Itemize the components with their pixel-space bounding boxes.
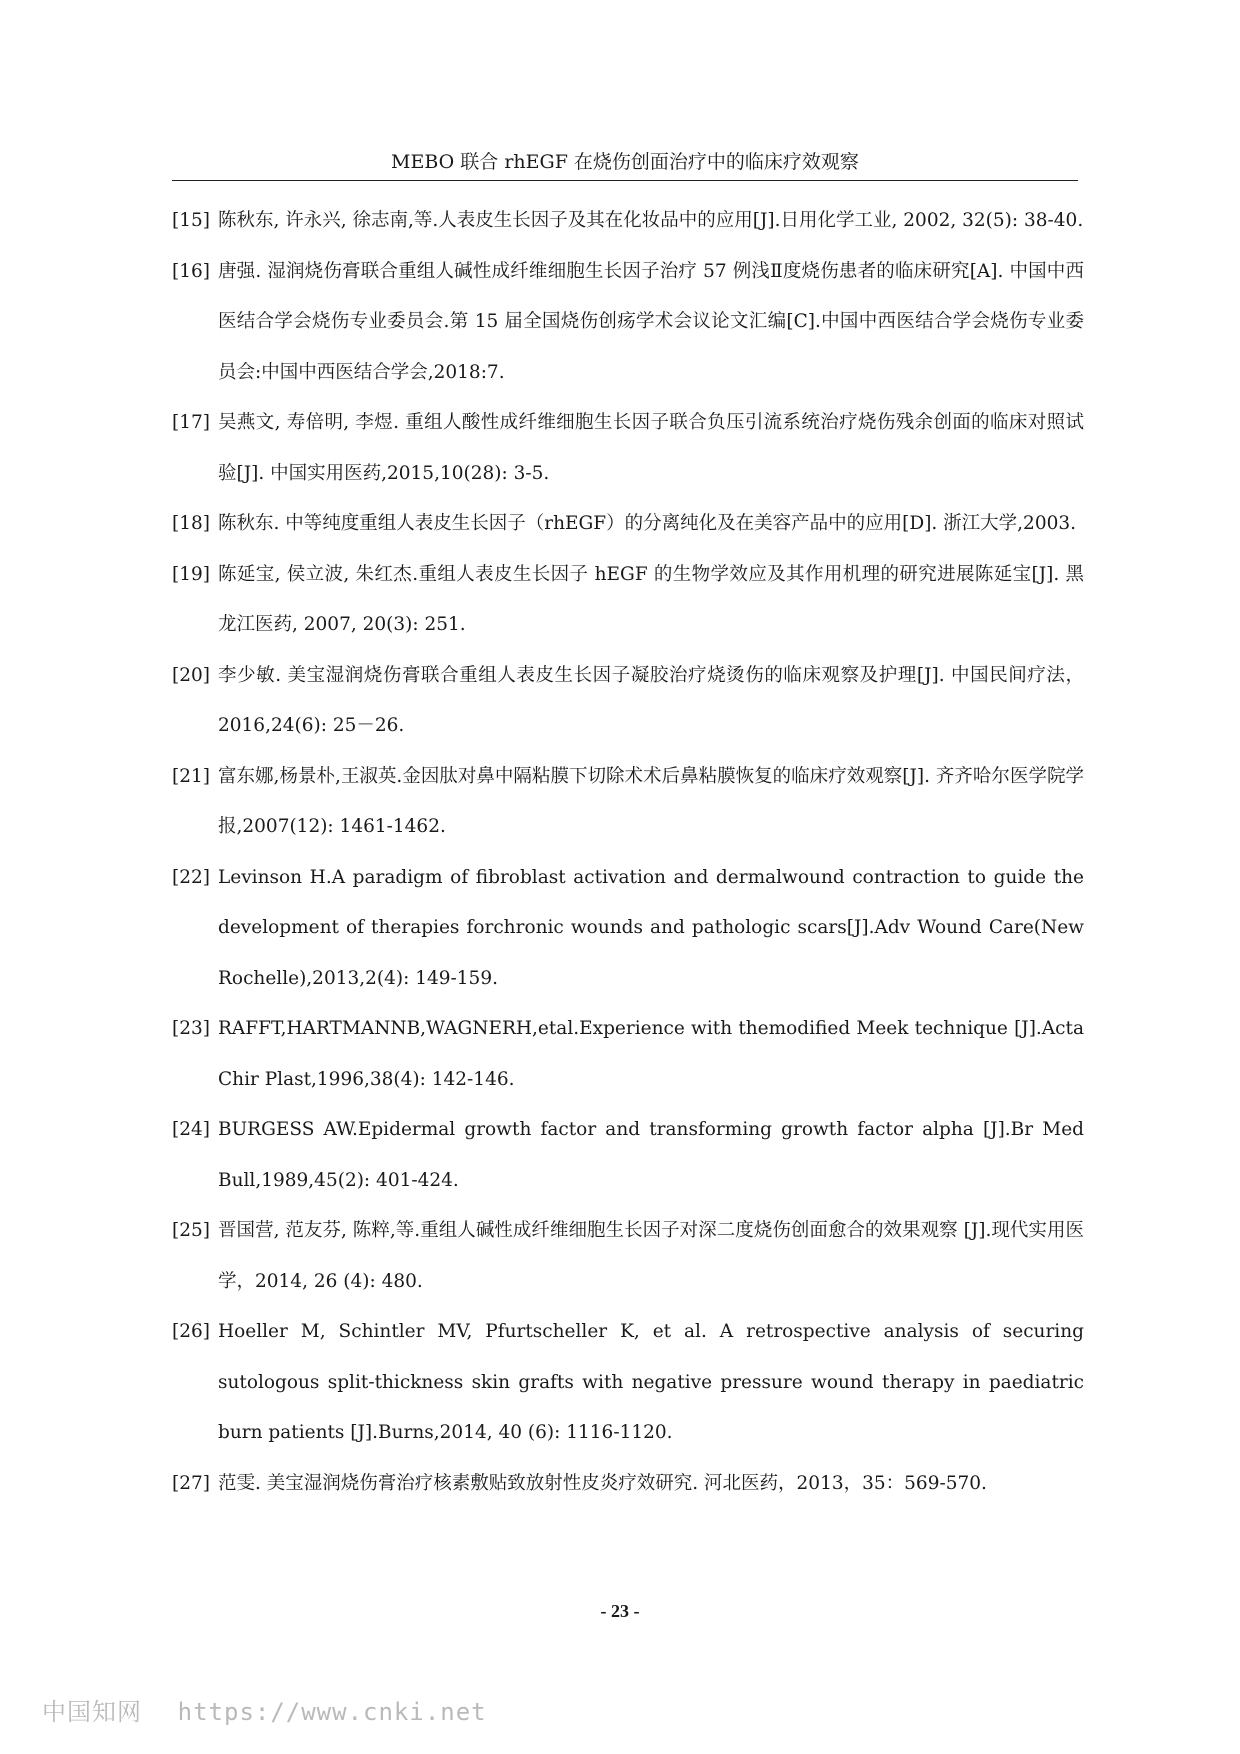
running-header: MEBO 联合 rhEGF 在烧伤创面治疗中的临床疗效观察 bbox=[391, 151, 859, 173]
reference-text: 晋国营, 范友芬, 陈粹,等.重组人碱性成纤维细胞生长因子对深二度烧伤创面愈合的效果观察 [J].现代实用医学，2014, 26 (4): 480. bbox=[218, 1220, 1084, 1292]
reference-text: BURGESS AW.Epidermal growth factor and transforming growth factor alpha [J].Br Med Bull,1989,45(2): 401-424. bbox=[218, 1119, 1084, 1191]
reference-number: [19] bbox=[172, 563, 210, 585]
reference-text: Hoeller M, Schintler MV, Pfurtscheller K, et al. A retrospective analysis of securing sutologous split-thickness skin grafts with negative pressure wound therapy in paediatric burn patients [J].Burns,2014, 40 (6): 1116-1120. bbox=[218, 1321, 1084, 1443]
reference-text: 陈秋东. 中等纯度重组人表皮生长因子（rhEGF）的分离纯化及在美容产品中的应用[D]. 浙江大学,2003. bbox=[218, 513, 1077, 534]
reference-text: Levinson H.A paradigm of fibroblast activation and dermalwound contraction to guide the development of therapies forchronic wounds and pathologic scars[J].Adv Wound Care(New Rochelle),2013,2(4): 149-159. bbox=[218, 866, 1084, 989]
watermark-brand: 中国知网 bbox=[42, 1698, 142, 1726]
reference-text: RAFFT,HARTMANNB,WAGNERH,etal.Experience with themodified Meek technique [J].Acta Chir Plast,1996,38(4): 142-146. bbox=[218, 1018, 1084, 1090]
watermark-url[interactable]: https://www.cnki.net bbox=[177, 1698, 487, 1726]
header-divider bbox=[172, 180, 1078, 181]
reference-number: [20] bbox=[172, 664, 210, 686]
reference-number: [26] bbox=[172, 1321, 210, 1342]
reference-item bbox=[172, 1004, 1084, 1105]
reference-item bbox=[172, 550, 1084, 651]
reference-number: [17] bbox=[172, 412, 210, 433]
reference-number: [24] bbox=[172, 1119, 210, 1140]
reference-list bbox=[172, 196, 1084, 1509]
reference-item bbox=[172, 1206, 1084, 1307]
reference-number: [16] bbox=[172, 260, 210, 282]
reference-item bbox=[172, 651, 1084, 752]
page-number: - 23 - bbox=[600, 1601, 640, 1621]
reference-item bbox=[172, 196, 1084, 247]
reference-text: 唐强. 湿润烧伤膏联合重组人碱性成纤维细胞生长因子治疗 57 例浅Ⅱ度烧伤患者的临床研究[A]. 中国中西医结合学会烧伤专业委员会.第 15 届全国烧伤创疡学术会议论文汇编[C].中国中西医结合学会烧伤专业委员会:中国中西医结合学会,2018:7. bbox=[218, 260, 1084, 383]
reference-item bbox=[172, 499, 1084, 550]
reference-item bbox=[172, 1307, 1084, 1459]
reference-item bbox=[172, 752, 1084, 853]
reference-number: [23] bbox=[172, 1018, 210, 1039]
reference-text: 吴燕文, 寿倍明, 李煜. 重组人酸性成纤维细胞生长因子联合负压引流系统治疗烧伤残余创面的临床对照试验[J]. 中国实用医药,2015,10(28): 3-5. bbox=[218, 412, 1084, 484]
reference-number: [21] bbox=[172, 765, 210, 787]
reference-number: [27] bbox=[172, 1472, 210, 1494]
reference-item bbox=[172, 853, 1084, 1005]
reference-text: 李少敏. 美宝湿润烧伤膏联合重组人表皮生长因子凝胶治疗烧烫伤的临床观察及护理[J]. 中国民间疗法，2016,24(6): 25－26. bbox=[218, 664, 1084, 736]
reference-text: 范雯. 美宝湿润烧伤膏治疗核素敷贴致放射性皮炎疗效研究. 河北医药，2013，35：569-570. bbox=[218, 1472, 987, 1494]
reference-item bbox=[172, 1459, 1084, 1510]
reference-text: 陈延宝, 侯立波, 朱红杰.重组人表皮生长因子 hEGF 的生物学效应及其作用机理的研究进展陈延宝[J]. 黑龙江医药, 2007, 20(3): 251. bbox=[218, 563, 1084, 635]
reference-text: 陈秋东, 许永兴, 徐志南,等.人表皮生长因子及其在化妆品中的应用[J].日用化学工业, 2002, 32(5): 38-40. bbox=[218, 210, 1084, 231]
reference-item bbox=[172, 398, 1084, 499]
reference-item bbox=[172, 247, 1084, 399]
reference-number: [22] bbox=[172, 866, 210, 888]
reference-number: [25] bbox=[172, 1220, 210, 1241]
watermark bbox=[42, 1692, 487, 1727]
reference-number: [18] bbox=[172, 513, 210, 534]
reference-number: [15] bbox=[172, 210, 210, 231]
reference-text: 富东娜,杨景朴,王淑英.金因肽对鼻中隔粘膜下切除术术后鼻粘膜恢复的临床疗效观察[J]. 齐齐哈尔医学院学报,2007(12): 1461-1462. bbox=[218, 765, 1084, 837]
reference-item bbox=[172, 1105, 1084, 1206]
